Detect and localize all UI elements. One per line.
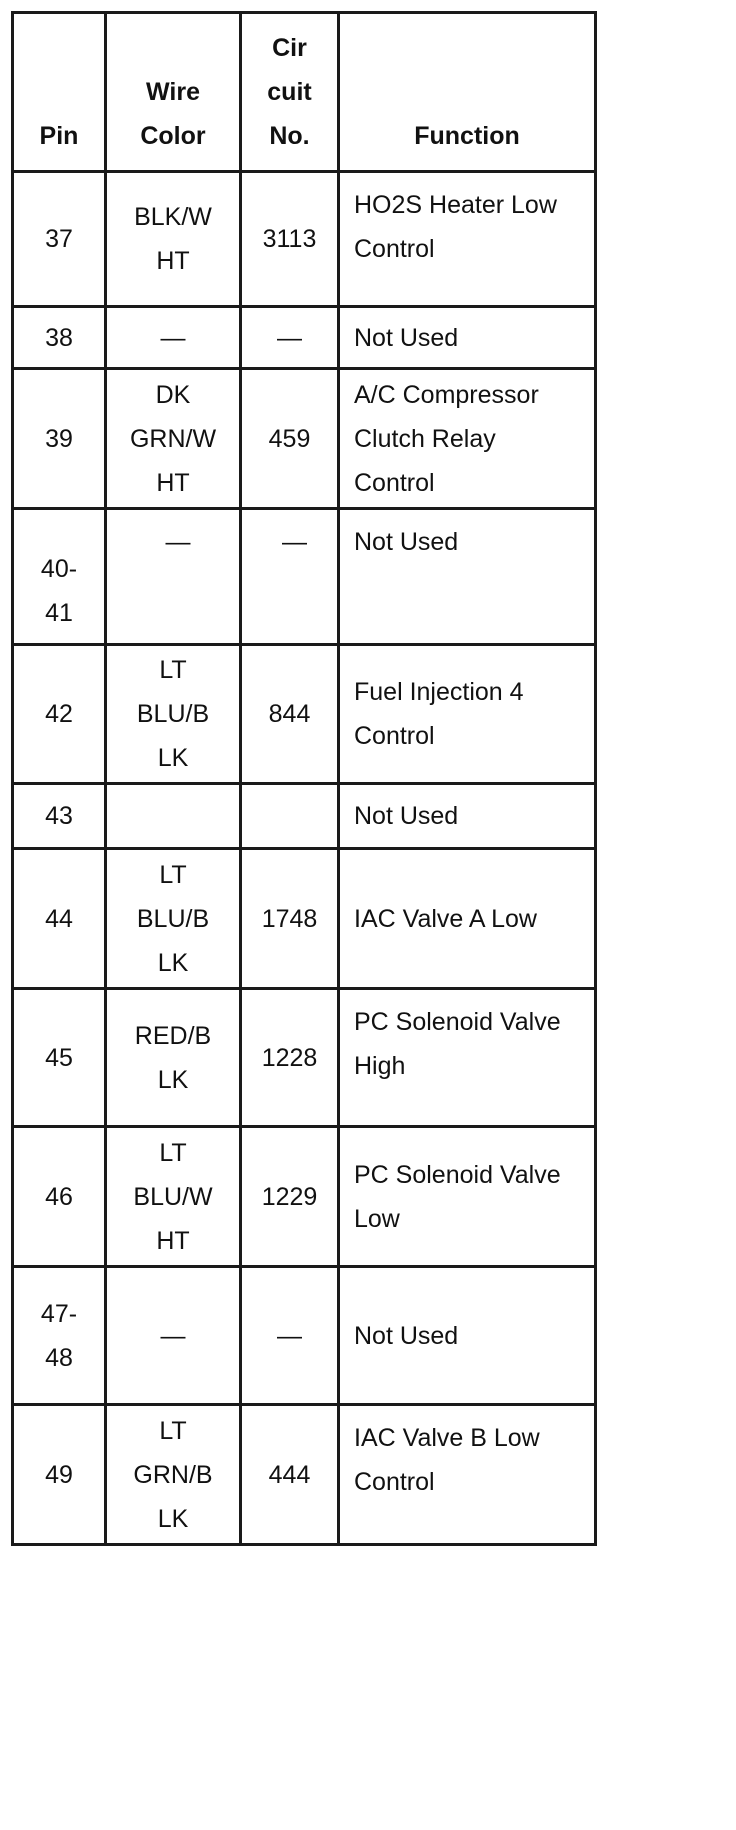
wire-color-cell: BLK/W HT: [106, 172, 241, 307]
table-row: [13, 849, 596, 989]
circuit-cell: —: [241, 509, 339, 645]
pin-cell: 44: [13, 849, 106, 989]
table-row: [13, 1405, 596, 1545]
function-cell: PC Solenoid Valve High: [339, 989, 596, 1127]
pin-cell: 47- 48: [13, 1267, 106, 1405]
function-cell: Fuel Injection 4 Control: [339, 645, 596, 784]
circuit-cell: [241, 784, 339, 849]
circuit-cell: 1748: [241, 849, 339, 989]
circuit-cell: 844: [241, 645, 339, 784]
table-row: [13, 989, 596, 1127]
circuit-cell: 459: [241, 369, 339, 509]
function-cell: HO2S Heater Low Control: [339, 172, 596, 307]
table-row: [13, 172, 596, 307]
function-cell: Not Used: [339, 307, 596, 369]
wire-color-cell: [106, 784, 241, 849]
wire-color-cell: —: [106, 509, 241, 645]
header-function: Function: [339, 13, 596, 172]
pin-cell: 40- 41: [13, 509, 106, 645]
wire-color-cell: LT BLU/W HT: [106, 1127, 241, 1267]
function-cell: Not Used: [339, 1267, 596, 1405]
function-cell: Not Used: [339, 784, 596, 849]
table-row: [13, 645, 596, 784]
table-row: [13, 1267, 596, 1405]
circuit-cell: 3113: [241, 172, 339, 307]
pin-cell: 39: [13, 369, 106, 509]
table-row: [13, 784, 596, 849]
table-row: [13, 369, 596, 509]
pin-cell: 46: [13, 1127, 106, 1267]
pin-cell: 37: [13, 172, 106, 307]
wire-color-cell: —: [106, 307, 241, 369]
pin-cell: 45: [13, 989, 106, 1127]
wire-color-cell: LT BLU/B LK: [106, 849, 241, 989]
pin-cell: 42: [13, 645, 106, 784]
header-pin: Pin: [13, 13, 106, 172]
circuit-cell: 444: [241, 1405, 339, 1545]
function-cell: PC Solenoid Valve Low: [339, 1127, 596, 1267]
pin-cell: 43: [13, 784, 106, 849]
connector-pin-table: [11, 11, 597, 1546]
circuit-cell: —: [241, 307, 339, 369]
wire-color-cell: DK GRN/W HT: [106, 369, 241, 509]
function-cell: IAC Valve B Low Control: [339, 1405, 596, 1545]
pin-cell: 38: [13, 307, 106, 369]
circuit-cell: 1229: [241, 1127, 339, 1267]
wire-color-cell: —: [106, 1267, 241, 1405]
wire-color-cell: RED/B LK: [106, 989, 241, 1127]
function-cell: A/C Compressor Clutch Relay Control: [339, 369, 596, 509]
circuit-cell: 1228: [241, 989, 339, 1127]
table-row: [13, 307, 596, 369]
wire-color-cell: LT BLU/B LK: [106, 645, 241, 784]
pin-cell: 49: [13, 1405, 106, 1545]
function-cell: Not Used: [339, 509, 596, 645]
table-row: [13, 1127, 596, 1267]
function-cell: IAC Valve A Low: [339, 849, 596, 989]
circuit-cell: —: [241, 1267, 339, 1405]
wire-color-cell: LT GRN/B LK: [106, 1405, 241, 1545]
table-row: [13, 509, 596, 645]
header-wire-color: Wire Color: [106, 13, 241, 172]
header-circuit-number: Cir cuit No.: [241, 13, 339, 172]
table-header-row: [13, 13, 596, 172]
